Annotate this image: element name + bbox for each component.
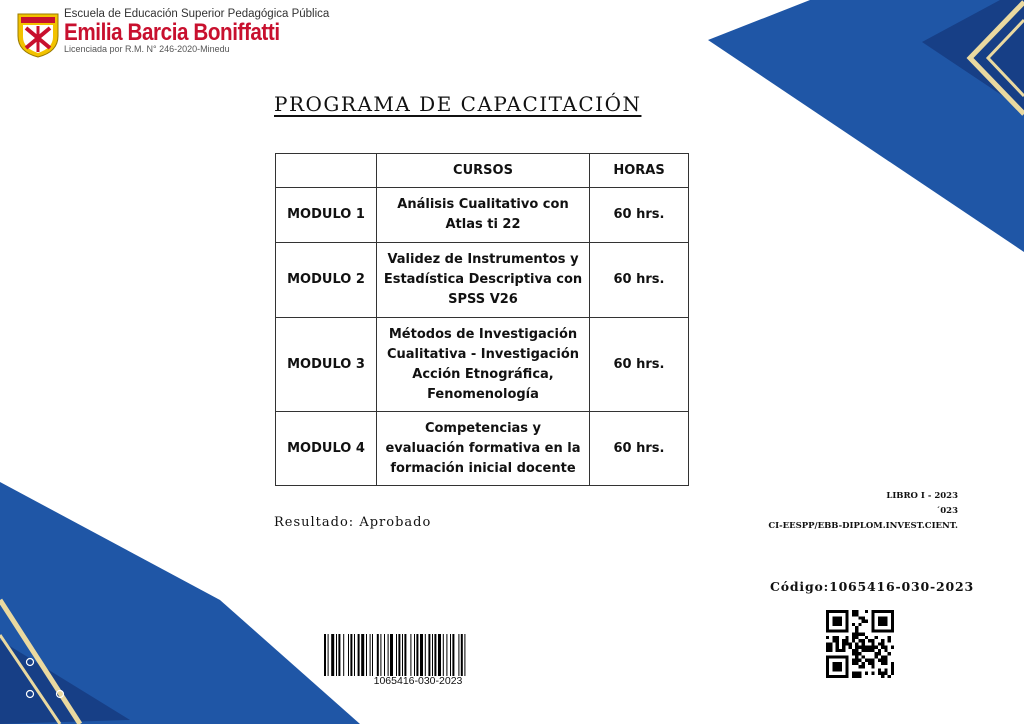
- qr-module: [858, 665, 861, 668]
- qr-module: [826, 642, 829, 645]
- qr-module: [852, 633, 855, 636]
- barcode-bar: [328, 634, 329, 676]
- qr-module: [884, 646, 887, 649]
- qr-module: [881, 659, 884, 662]
- barcode-bar: [432, 634, 433, 676]
- table-row: [276, 412, 689, 486]
- qr-module: [878, 642, 881, 645]
- qr-module: [881, 639, 884, 642]
- qr-module: [875, 652, 878, 655]
- qr-module: [832, 639, 835, 642]
- barcode-bar: [366, 634, 367, 676]
- training-program-table: [275, 153, 689, 486]
- barcode-bar: [377, 634, 379, 676]
- result-status: Resultado: Aprobado: [274, 515, 432, 530]
- hours-cell: 60 hrs.: [590, 318, 689, 412]
- school-header: [64, 8, 329, 54]
- qr-module: [858, 652, 861, 655]
- qr-module: [855, 652, 858, 655]
- course-line: Atlas ti 22: [445, 217, 521, 232]
- barcode-bar: [396, 634, 397, 676]
- qr-module: [858, 633, 861, 636]
- qr-module: [855, 659, 858, 662]
- barcode-bar: [380, 634, 381, 676]
- qr-module: [862, 665, 865, 668]
- qr-module: [852, 672, 855, 675]
- qr-module: [842, 649, 845, 652]
- qr-module: [888, 639, 891, 642]
- table-header-row: [276, 154, 689, 188]
- barcode-bar: [324, 634, 326, 676]
- course-line: Competencias y: [424, 420, 542, 436]
- qr-module: [845, 642, 848, 645]
- page-title: PROGRAMA DE CAPACITACIÓN: [274, 92, 642, 116]
- qr-module: [852, 623, 855, 626]
- course-line: evaluación formativa en la: [385, 440, 581, 456]
- table-row: [276, 243, 689, 318]
- qr-module: [829, 649, 832, 652]
- course-line: Cualitativa - Investigación: [386, 346, 580, 362]
- barcode-bar: [428, 634, 430, 676]
- qr-module: [829, 646, 832, 649]
- qr-module: [849, 642, 852, 645]
- qr-module: [884, 672, 887, 675]
- qr-module: [839, 649, 842, 652]
- table-header-empty: [276, 154, 377, 188]
- qr-module: [858, 639, 861, 642]
- qr-module: [881, 646, 884, 649]
- qr-module: [842, 642, 845, 645]
- qr-module: [868, 662, 871, 665]
- course-cell: [377, 243, 590, 318]
- qr-module: [855, 675, 858, 678]
- qr-module: [871, 642, 874, 645]
- qr-module: [888, 652, 891, 655]
- barcode-bar: [358, 634, 360, 676]
- barcode-bar: [390, 634, 393, 676]
- qr-module: [875, 646, 878, 649]
- qr-module: [884, 649, 887, 652]
- barcode-bar: [388, 634, 389, 676]
- course-line: Fenomenología: [427, 386, 539, 402]
- barcode-bar: [425, 634, 426, 676]
- course-cell: [377, 412, 590, 486]
- qr-module: [878, 649, 881, 652]
- qr-module: [858, 616, 861, 619]
- qr-module: [855, 672, 858, 675]
- registry-ref: CI-EESPP/EBB-DIPLOM.INVEST.CIENT.: [768, 521, 958, 531]
- table-row: [276, 318, 689, 412]
- barcode-bar: [372, 634, 373, 676]
- qr-module: [875, 655, 878, 658]
- qr-module: [852, 675, 855, 678]
- barcode-bar: [336, 634, 337, 676]
- qr-module: [858, 675, 861, 678]
- qr-module: [881, 672, 884, 675]
- table-header-courses: CURSOS: [377, 154, 590, 188]
- qr-module: [865, 649, 868, 652]
- qr-module: [826, 649, 829, 652]
- qr-module: [884, 659, 887, 662]
- hours-cell: 60 hrs.: [590, 412, 689, 486]
- qr-module: [865, 636, 868, 639]
- hours-cell: 60 hrs.: [590, 243, 689, 318]
- qr-module: [855, 662, 858, 665]
- qr-module: [881, 675, 884, 678]
- qr-module: [855, 636, 858, 639]
- qr-module: [862, 642, 865, 645]
- school-type: Escuela de Educación Superior Pedagógica Pública: [64, 8, 330, 20]
- qr-module: [852, 639, 855, 642]
- qr-module: [855, 646, 858, 649]
- module-cell: MODULO 1: [276, 188, 377, 243]
- qr-module: [845, 639, 848, 642]
- qr-module: [855, 610, 858, 613]
- qr-module: [858, 623, 861, 626]
- school-license: Licenciada por R.M. N° 246-2020-Minedu: [64, 44, 230, 54]
- qr-module: [855, 655, 858, 658]
- qr-module: [865, 659, 868, 662]
- registry-year: ´023: [936, 506, 958, 516]
- qr-module: [865, 646, 868, 649]
- qr-module: [891, 672, 894, 675]
- qr-module: [836, 642, 839, 645]
- barcode-bar: [450, 634, 451, 676]
- qr-module: [862, 646, 865, 649]
- qr-module: [852, 610, 855, 613]
- qr-module: [858, 646, 861, 649]
- barcode-bar: [446, 634, 447, 676]
- qr-module: [855, 633, 858, 636]
- qr-module: [855, 629, 858, 632]
- qr-module: [871, 649, 874, 652]
- qr-module: [826, 636, 829, 639]
- qr-module: [878, 672, 881, 675]
- qr-module: [852, 652, 855, 655]
- barcode-bar: [416, 634, 418, 676]
- course-line: Métodos de Investigación: [388, 326, 578, 342]
- qr-module: [871, 662, 874, 665]
- module-cell: MODULO 2: [276, 243, 377, 318]
- qr-module: [878, 652, 881, 655]
- barcode-bar: [464, 634, 465, 676]
- qr-module: [871, 659, 874, 662]
- qr-module: [884, 668, 887, 671]
- qr-module: [855, 626, 858, 629]
- qr-module: [852, 662, 855, 665]
- school-crest-logo: [16, 10, 60, 58]
- qr-module: [888, 675, 891, 678]
- certificate-code: Código:1065416-030-2023: [770, 579, 975, 594]
- qr-module: [845, 636, 848, 639]
- course-line: formación inicial docente: [390, 460, 576, 476]
- qr-module: [881, 642, 884, 645]
- registry-book: LIBRO I - 2023: [886, 491, 958, 501]
- qr-module: [852, 613, 855, 616]
- qr-module: [862, 655, 865, 658]
- barcode-bar: [343, 634, 344, 676]
- barcode-bar: [398, 634, 400, 676]
- qr-module: [868, 659, 871, 662]
- barcode-bar: [348, 634, 349, 676]
- qr-module: [836, 646, 839, 649]
- qr-module: [891, 665, 894, 668]
- qr-module: [832, 636, 835, 639]
- qr-module: [871, 665, 874, 668]
- registry-info: [768, 489, 958, 534]
- course-cell: [377, 188, 590, 243]
- barcode-bar: [414, 634, 415, 676]
- qr-module: [842, 646, 845, 649]
- qr-module: [858, 672, 861, 675]
- qr-code: [826, 610, 894, 678]
- course-line: SPSS V26: [448, 292, 518, 307]
- qr-module: [884, 655, 887, 658]
- qr-module: [855, 642, 858, 645]
- hours-cell: 60 hrs.: [590, 188, 689, 243]
- qr-module: [852, 636, 855, 639]
- barcode-bar: [402, 634, 403, 676]
- qr-module: [862, 639, 865, 642]
- barcode-bar: [420, 634, 423, 676]
- qr-module: [829, 642, 832, 645]
- barcode-bar: [452, 634, 454, 676]
- barcode-bar: [338, 634, 340, 676]
- qr-module: [836, 639, 839, 642]
- qr-module: [881, 662, 884, 665]
- qr-module: [862, 616, 865, 619]
- barcode-bar: [354, 634, 355, 676]
- qr-module: [832, 662, 842, 672]
- qr-module: [881, 655, 884, 658]
- qr-module: [878, 668, 881, 671]
- qr-module: [836, 636, 839, 639]
- qr-module: [868, 649, 871, 652]
- qr-module: [862, 662, 865, 665]
- table-header-hours: HORAS: [590, 154, 689, 188]
- qr-module: [888, 636, 891, 639]
- qr-module: [862, 620, 865, 623]
- module-cell: MODULO 3: [276, 318, 377, 412]
- qr-module: [871, 672, 874, 675]
- table-row: [276, 188, 689, 243]
- barcode-bar: [410, 634, 411, 676]
- barcode-bar: [404, 634, 406, 676]
- qr-module: [878, 659, 881, 662]
- qr-module: [865, 610, 868, 613]
- barcode-bar: [443, 634, 444, 676]
- barcode-bar: [384, 634, 385, 676]
- qr-module: [858, 659, 861, 662]
- qr-module: [849, 646, 852, 649]
- qr-module: [871, 646, 874, 649]
- qr-module: [884, 662, 887, 665]
- qr-module: [842, 639, 845, 642]
- barcode-bar: [458, 634, 459, 676]
- qr-module: [891, 662, 894, 665]
- course-line: Acción Etnográfica,: [412, 366, 554, 382]
- qr-module: [855, 613, 858, 616]
- course-cell: [377, 318, 590, 412]
- course-line: Análisis Cualitativo con: [397, 197, 569, 212]
- qr-module: [868, 646, 871, 649]
- barcode: [324, 634, 512, 676]
- barcode-bar: [370, 634, 371, 676]
- qr-module: [868, 639, 871, 642]
- qr-module: [865, 672, 868, 675]
- qr-module: [855, 649, 858, 652]
- barcode-bar: [438, 634, 441, 676]
- qr-module: [826, 646, 829, 649]
- qr-module: [891, 646, 894, 649]
- barcode-bar: [331, 634, 334, 676]
- module-cell: MODULO 4: [276, 412, 377, 486]
- course-line: Estadística Descriptiva con: [383, 272, 583, 287]
- qr-module: [891, 668, 894, 671]
- qr-module: [836, 649, 839, 652]
- qr-module: [875, 636, 878, 639]
- school-name: Emilia Barcia Boniffatti: [64, 19, 280, 46]
- qr-module: [871, 639, 874, 642]
- qr-module: [862, 633, 865, 636]
- barcode-bar: [461, 634, 463, 676]
- course-line: Validez de Instrumentos y: [387, 252, 579, 267]
- qr-module: [878, 616, 888, 626]
- barcode-bar: [434, 634, 436, 676]
- barcode-number: 1065416-030-2023: [373, 675, 463, 687]
- qr-module: [865, 620, 868, 623]
- qr-module: [862, 649, 865, 652]
- qr-module: [852, 659, 855, 662]
- barcode-bar: [350, 634, 352, 676]
- qr-module: [832, 616, 842, 626]
- barcode-bar: [361, 634, 364, 676]
- qr-module: [852, 649, 855, 652]
